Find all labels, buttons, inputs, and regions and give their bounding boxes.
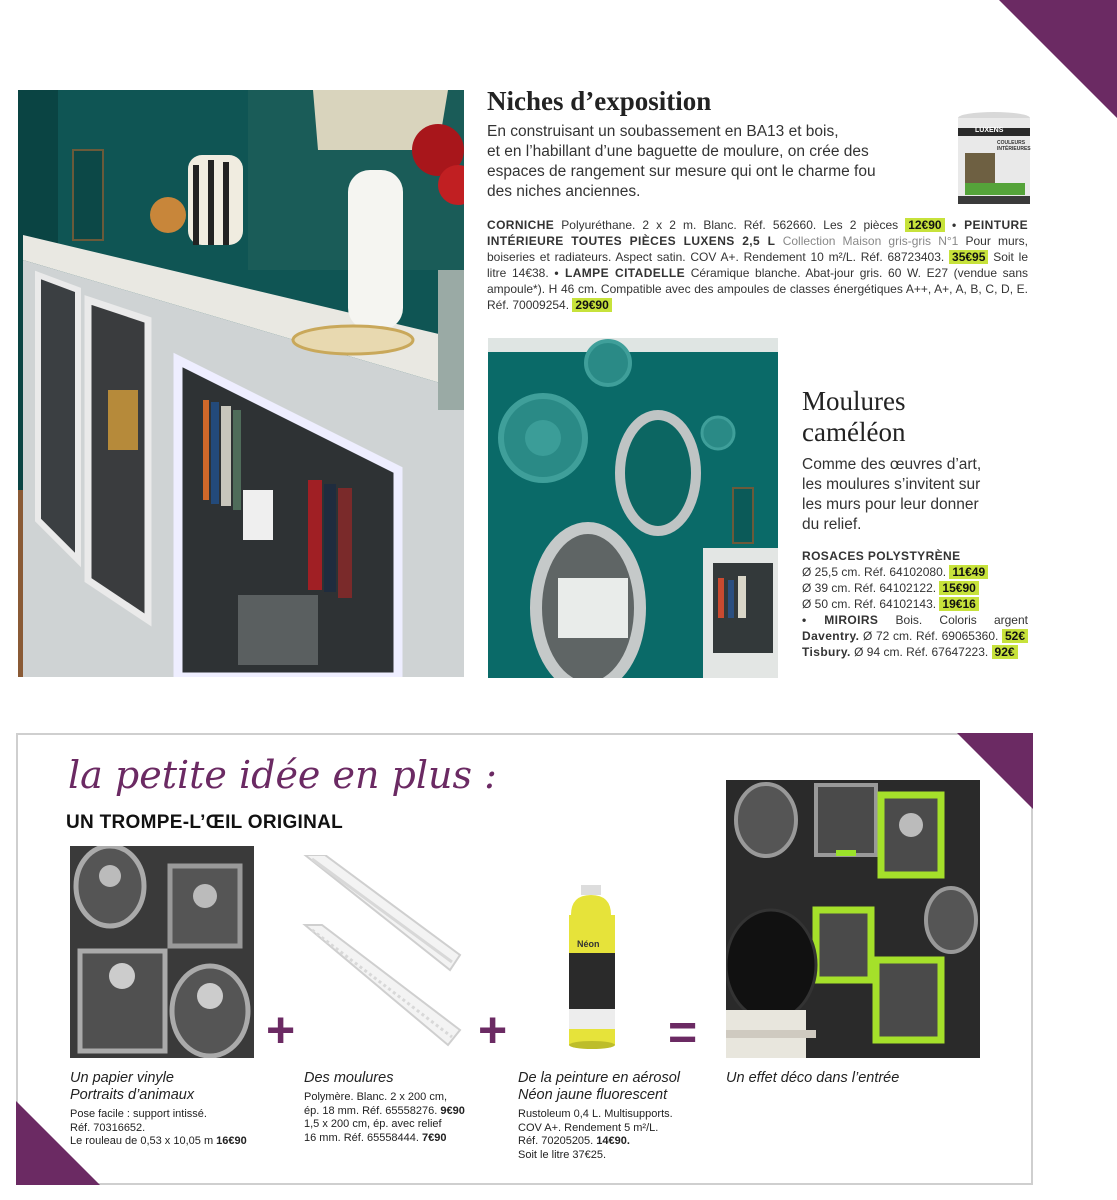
caption-entree: Un effet déco dans l’entrée [726, 1070, 900, 1086]
idea-script-title: la petite idée en plus : [68, 753, 497, 797]
plus-sign: + [478, 1002, 508, 1058]
moulures-title: Moulures caméléon [802, 386, 906, 447]
price-tag: 35€95 [949, 250, 988, 264]
rosace-row: Ø 25,5 cm. Réf. 64102080. 11€49 [802, 564, 1028, 580]
caption-wallpaper: Un papier vinyle Portraits d’animaux Pose facile : support intissé. Réf. 70316652. Le rouleau de 0,53 x 10,05 m 16€90 [70, 1070, 247, 1147]
price-tag: 52€ [1002, 629, 1028, 643]
entree-photo [726, 780, 980, 1058]
moulures-photo [488, 338, 778, 678]
equals-sign: = [668, 1004, 698, 1060]
price-tag: 29€90 [572, 298, 611, 312]
price-tag: 19€16 [939, 597, 978, 611]
paint-can-image [955, 108, 1033, 208]
paint-can-label: COULEURS INTÉRIEURES [997, 140, 1031, 152]
plus-sign: + [266, 1002, 296, 1058]
moulding-strips-image [300, 855, 480, 1055]
price-tag: 15€90 [939, 581, 978, 595]
niches-title: Niches d’exposition [487, 86, 712, 116]
idea-box [16, 733, 1033, 1185]
idea-subtitle: UN TROMPE-L’ŒIL ORIGINAL [66, 812, 344, 833]
moulures-spec: ROSACES POLYSTYRÈNE Ø 25,5 cm. Réf. 64102080. 11€49 Ø 39 cm. Réf. 64102122. 15€90 Ø 50 cm. Réf. 64102143. 19€16 • MIROIRS Bois. Coloris argent Daventry. Ø 72 cm. Réf. 69065360. 52€ Tisbury. Ø 94 cm. Réf. 67647223. 92€ [802, 549, 1028, 659]
niches-lead: En construisant un soubassement en BA13 et bois, et en l’habillant d’une baguette de moulure, on crée des espaces de rangement sur mesure qui ont le charme fou des niches anciennes. [487, 123, 876, 200]
wallpaper-photo [70, 846, 254, 1058]
caption-spray: De la peinture en aérosol Néon jaune fluorescent Rustoleum 0,4 L. Multisupports. COV A+. Rendement 5 m²/L. Réf. 70205205. 14€90. Soit le litre 37€25. [518, 1070, 681, 1161]
price-tag: 12€90 [905, 218, 944, 232]
paint-brand-label: LUXENS [975, 127, 1004, 134]
rosace-row: Ø 39 cm. Réf. 64102122. 15€90 [802, 580, 1028, 596]
price-tag: 92€ [992, 645, 1018, 659]
caption-moulures: Des moulures Polymère. Blanc. 2 x 200 cm, ép. 18 mm. Réf. 65558276. 9€90 1,5 x 200 cm, ép. avec relief 16 mm. Réf. 65558444. 7€90 [304, 1070, 465, 1144]
niches-spec: CORNICHE Polyuréthane. 2 x 2 m. Blanc. Réf. 562660. Les 2 pièces 12€90 • PEINTURE INTÉRIEURE TOUTES PIÈCES LUXENS 2,5 L Collection Maison gris-gris N°1 Pour murs, boiseries et radiateurs. Aspect satin. COV A+. Rendement 10 m²/L. Réf. 68723403. 35€95 Soit le litre 14€38. • LAMPE CITADELLE Céramique blanche. Abat-jour gris. 60 W. E27 (vendue sans ampoule*). H 46 cm. Compatible avec des ampoules de classes énergétiques A++, A+, A, B, C, D, E. Réf. 70009254. 29€90 [487, 218, 1029, 312]
spray-can-label: Néon [577, 939, 600, 949]
price-tag: 11€49 [949, 565, 988, 579]
moulures-lead: Comme des œuvres d’art, les moulures s’invitent sur les murs pour leur donner du relief. [802, 456, 982, 533]
niches-photo [18, 90, 464, 677]
spray-can-image [563, 885, 633, 1055]
rosace-row: Ø 50 cm. Réf. 64102143. 19€16 [802, 596, 1028, 612]
corner-triangle-top-right [999, 0, 1117, 118]
